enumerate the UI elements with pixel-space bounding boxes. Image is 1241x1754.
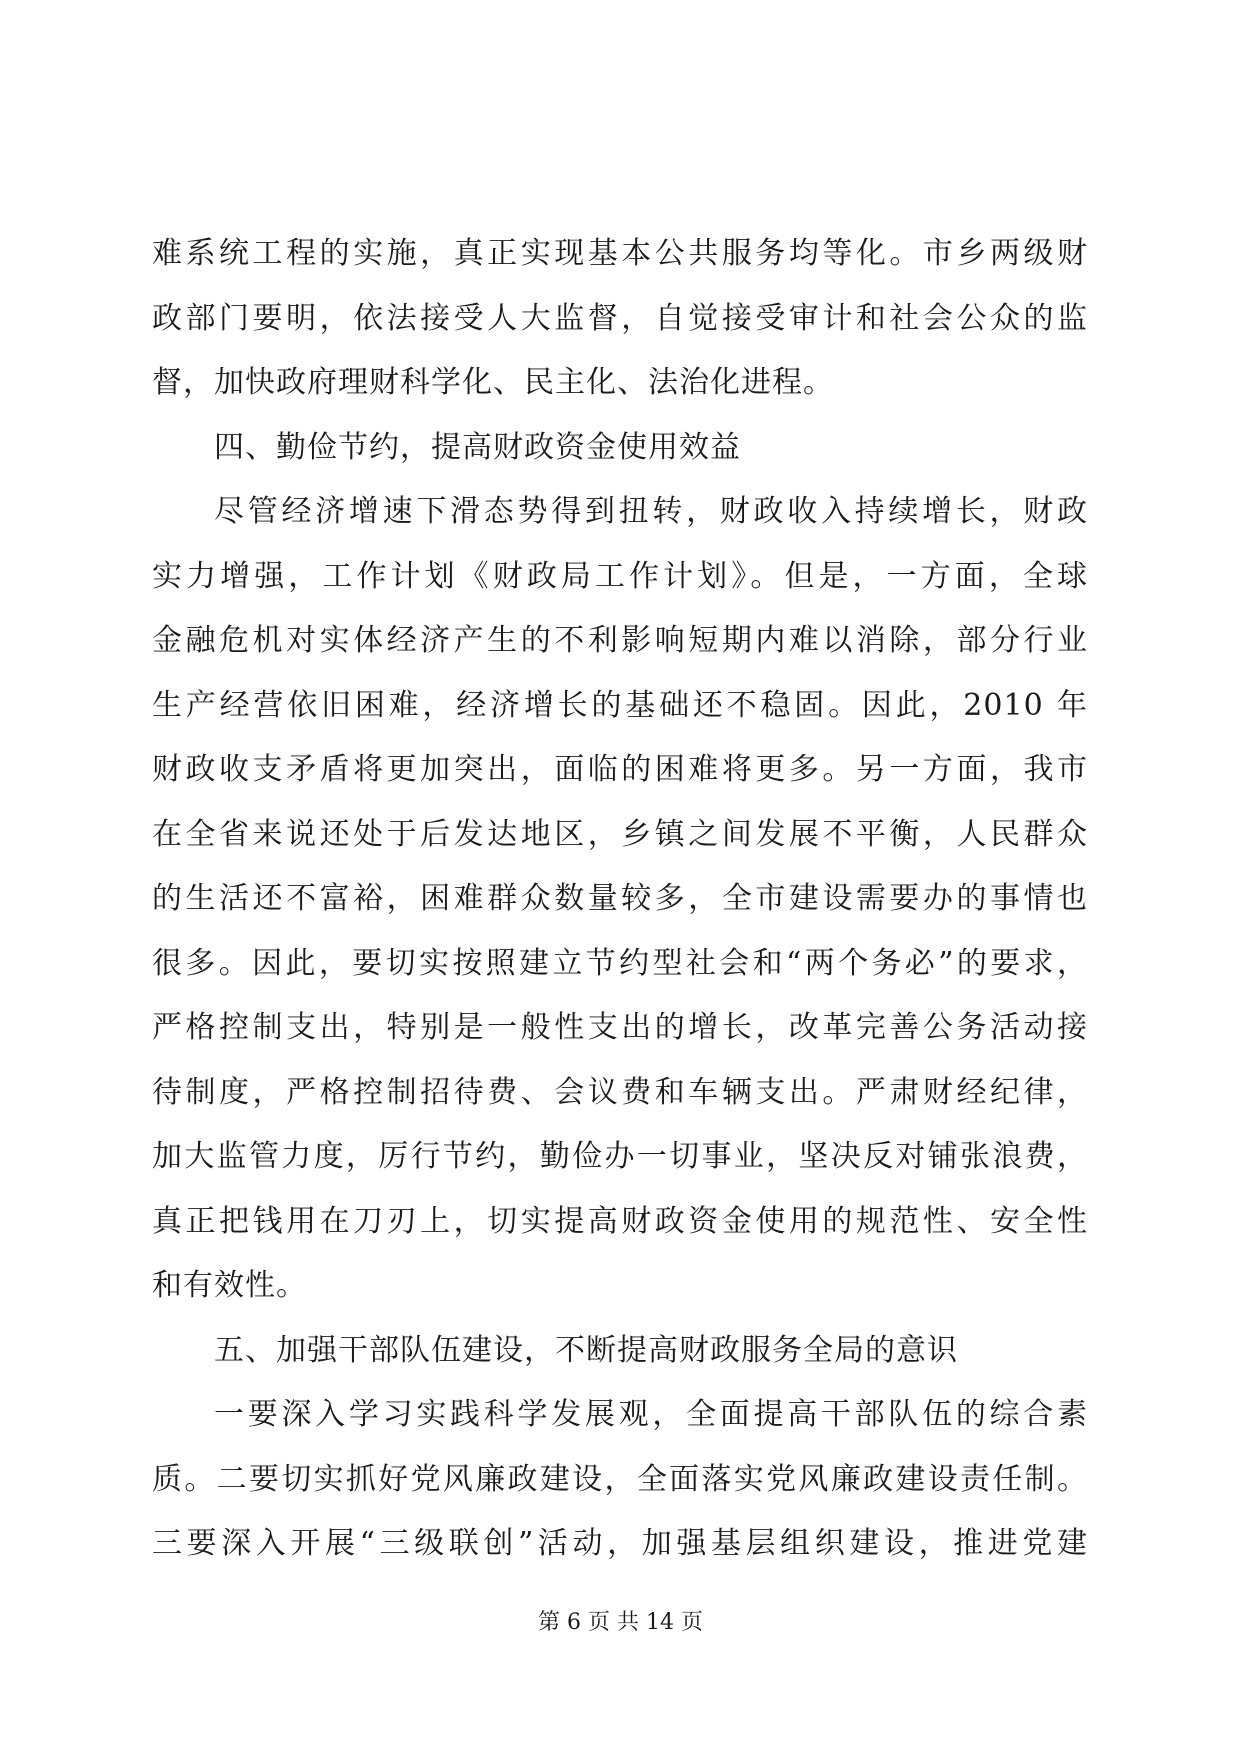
heading-text: 五、加强干部队伍建设，不断提高财政服务全局的意识 <box>214 1332 958 1368</box>
page-number-label: 第 6 页 共 14 页 <box>538 1610 703 1635</box>
document-body <box>152 222 1088 1577</box>
text-line: 政部门要明，依法接受人大监督，自觉接受审计和社会公众的监 <box>152 300 1088 336</box>
text-line: 难系统工程的实施，真正实现基本公共服务均等化。市乡两级财 <box>152 236 1088 271</box>
text-line: 和有效性。 <box>152 1268 307 1303</box>
text-line: 尽管经济增速下滑态势得到扭转，财政收入持续增长，财政 <box>214 494 1088 529</box>
text-line: 待制度，严格控制招待费、会议费和车辆支出。严肃财经纪律， <box>152 1074 1088 1110</box>
text-line: 在全省来说还处于后发达地区，乡镇之间发展不平衡，人民群众 <box>152 816 1088 852</box>
page-footer <box>0 1608 1241 1638</box>
text-line: 生产经营依旧困难，经济增长的基础还不稳固。因此，2010 年 <box>152 687 1088 723</box>
text-line: 金融危机对实体经济产生的不利影响短期内难以消除，部分行业 <box>152 623 1088 658</box>
text-line: 质。二要切实抓好党风廉政建设，全面落实党风廉政建设责任制。 <box>152 1461 1088 1497</box>
text-line: 的生活还不富裕，困难群众数量较多，全市建设需要办的事情也 <box>152 881 1088 916</box>
section-heading-4 <box>152 416 1088 481</box>
text-line: 实力增强，工作计划《财政局工作计划》。但是，一方面，全球 <box>152 558 1088 594</box>
section-heading-5 <box>152 1319 1088 1384</box>
text-line: 很多。因此，要切实按照建立节约型社会和“两个务必”的要求， <box>152 945 1088 981</box>
paragraph-cadre <box>152 1383 1088 1577</box>
text-line: 加大监管力度，厉行节约，勤俭办一切事业，坚决反对铺张浪费， <box>152 1139 1088 1174</box>
text-line: 真正把钱用在刀刃上，切实提高财政资金使用的规范性、安全性 <box>152 1203 1088 1239</box>
paragraph-continuation <box>152 222 1088 416</box>
text-line: 一要深入学习实践科学发展观，全面提高干部队伍的综合素 <box>214 1397 1088 1432</box>
text-line: 督，加快政府理财科学化、民主化、法治化进程。 <box>152 365 834 400</box>
heading-text: 四、勤俭节约，提高财政资金使用效益 <box>214 429 741 465</box>
text-line: 财政收支矛盾将更加突出，面临的困难将更多。另一方面，我市 <box>152 752 1088 787</box>
text-line: 三要深入开展“三级联创”活动，加强基层组织建设，推进党建 <box>152 1526 1088 1561</box>
text-line: 严格控制支出，特别是一般性支出的增长，改革完善公务活动接 <box>152 1010 1088 1045</box>
paragraph-frugality <box>152 480 1088 1319</box>
